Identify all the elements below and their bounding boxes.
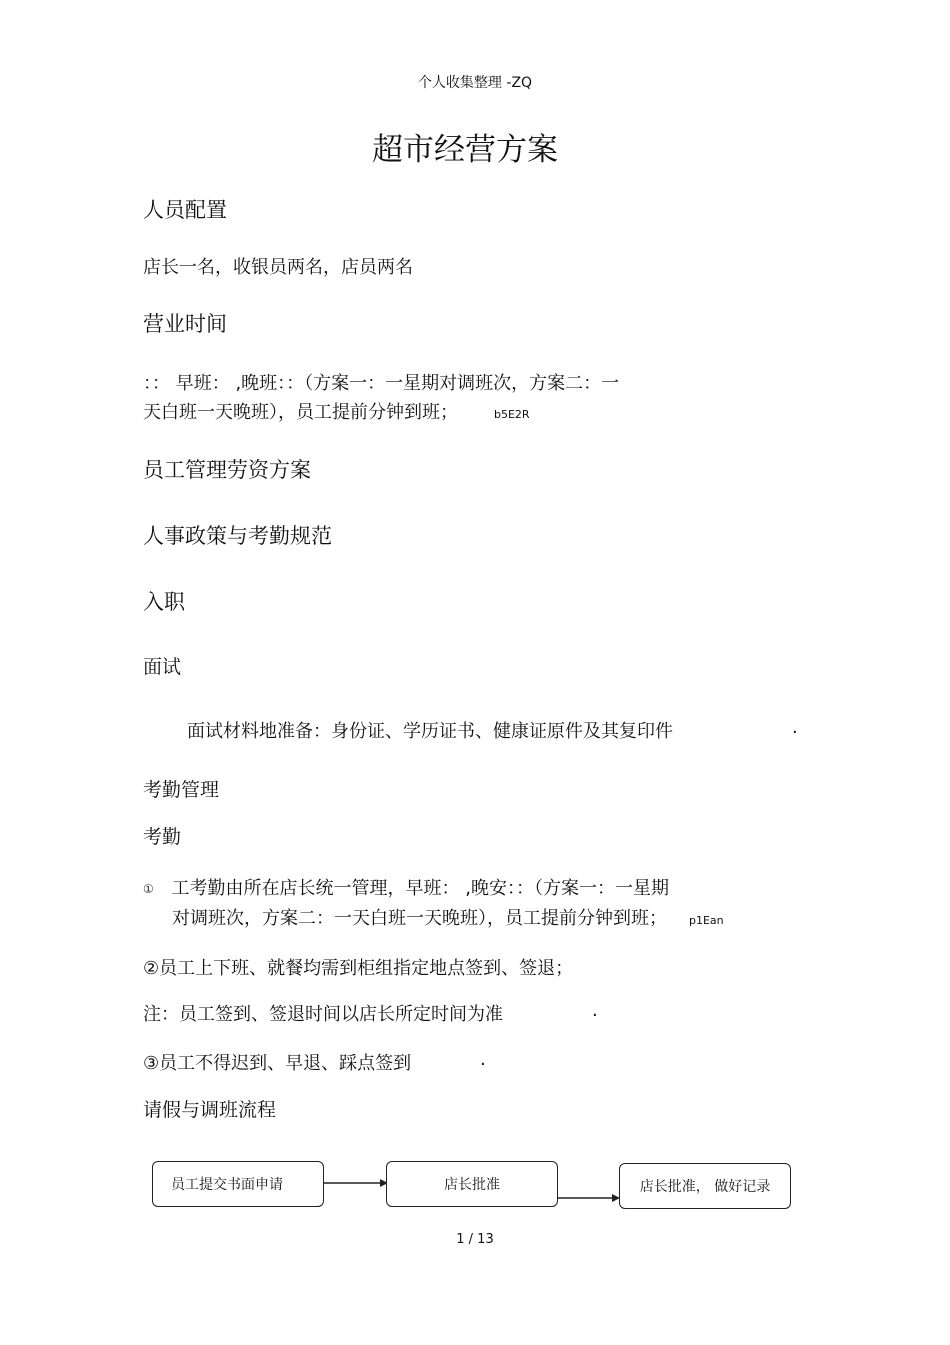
flow-arrow-1 [322, 1175, 390, 1195]
item-3-dot: . [480, 1049, 486, 1070]
flow-step-submit: 员工提交书面申请 [152, 1161, 324, 1207]
heading-entry: 入职 [143, 590, 185, 614]
heading-hours: 营业时间 [143, 312, 227, 336]
item-1-note: p1Ean [689, 914, 724, 927]
interview-dot: . [792, 717, 798, 738]
hours-line-2-text: 天白班一天晚班），员工提前分钟到班； [143, 402, 458, 423]
flow-step-approve: 店长批准 [386, 1161, 558, 1207]
note-dot: . [592, 1000, 598, 1021]
hours-line-2 [143, 398, 530, 424]
document-title: 超市经营方案 [372, 132, 558, 168]
item-1-line-2-text: 对调班次，方案二：一天白班一天晚班），员工提前分钟到班； [172, 908, 667, 929]
item-1-line-1 [143, 874, 669, 900]
hours-note: b5E2R [494, 408, 530, 421]
item-2: ②员工上下班、就餐均需到柜组指定地点签到、签退； [143, 958, 574, 979]
heading-attendance: 考勤 [143, 826, 182, 848]
heading-attendance-management: 考勤管理 [143, 779, 220, 801]
heading-staffing: 人员配置 [143, 198, 227, 222]
heading-leave-process: 请假与调班流程 [143, 1099, 277, 1121]
note-text: 注：员工签到、签退时间以店长所定时间为准 [143, 1004, 503, 1025]
item-1-marker: ① [143, 882, 154, 896]
heading-staff-management: 员工管理劳资方案 [143, 458, 311, 482]
staffing-text: 店长一名，收银员两名，店员两名 [143, 257, 413, 278]
hours-line-1: ：： 早班： ,晚班：：（方案一：一星期对调班次，方案二：一 [143, 373, 620, 394]
heading-personnel-policy: 人事政策与考勤规范 [143, 524, 332, 548]
page-header: 个人收集整理 -ZQ [417, 75, 533, 91]
heading-interview: 面试 [143, 656, 182, 678]
interview-text: 面试材料地准备：身份证、学历证书、健康证原件及其复印件 [187, 721, 673, 742]
item-3: ③员工不得迟到、早退、踩点签到 [143, 1053, 412, 1074]
item-1-line-1-text: 工考勤由所在店长统一管理，早班： ,晚安：：（方案一：一星期 [171, 878, 669, 899]
item-1-line-2 [172, 904, 724, 930]
flow-step-record: 店长批准， 做好记录 [619, 1163, 791, 1209]
page-number: 1 / 13 [456, 1232, 494, 1247]
flow-arrow-2 [556, 1188, 624, 1208]
